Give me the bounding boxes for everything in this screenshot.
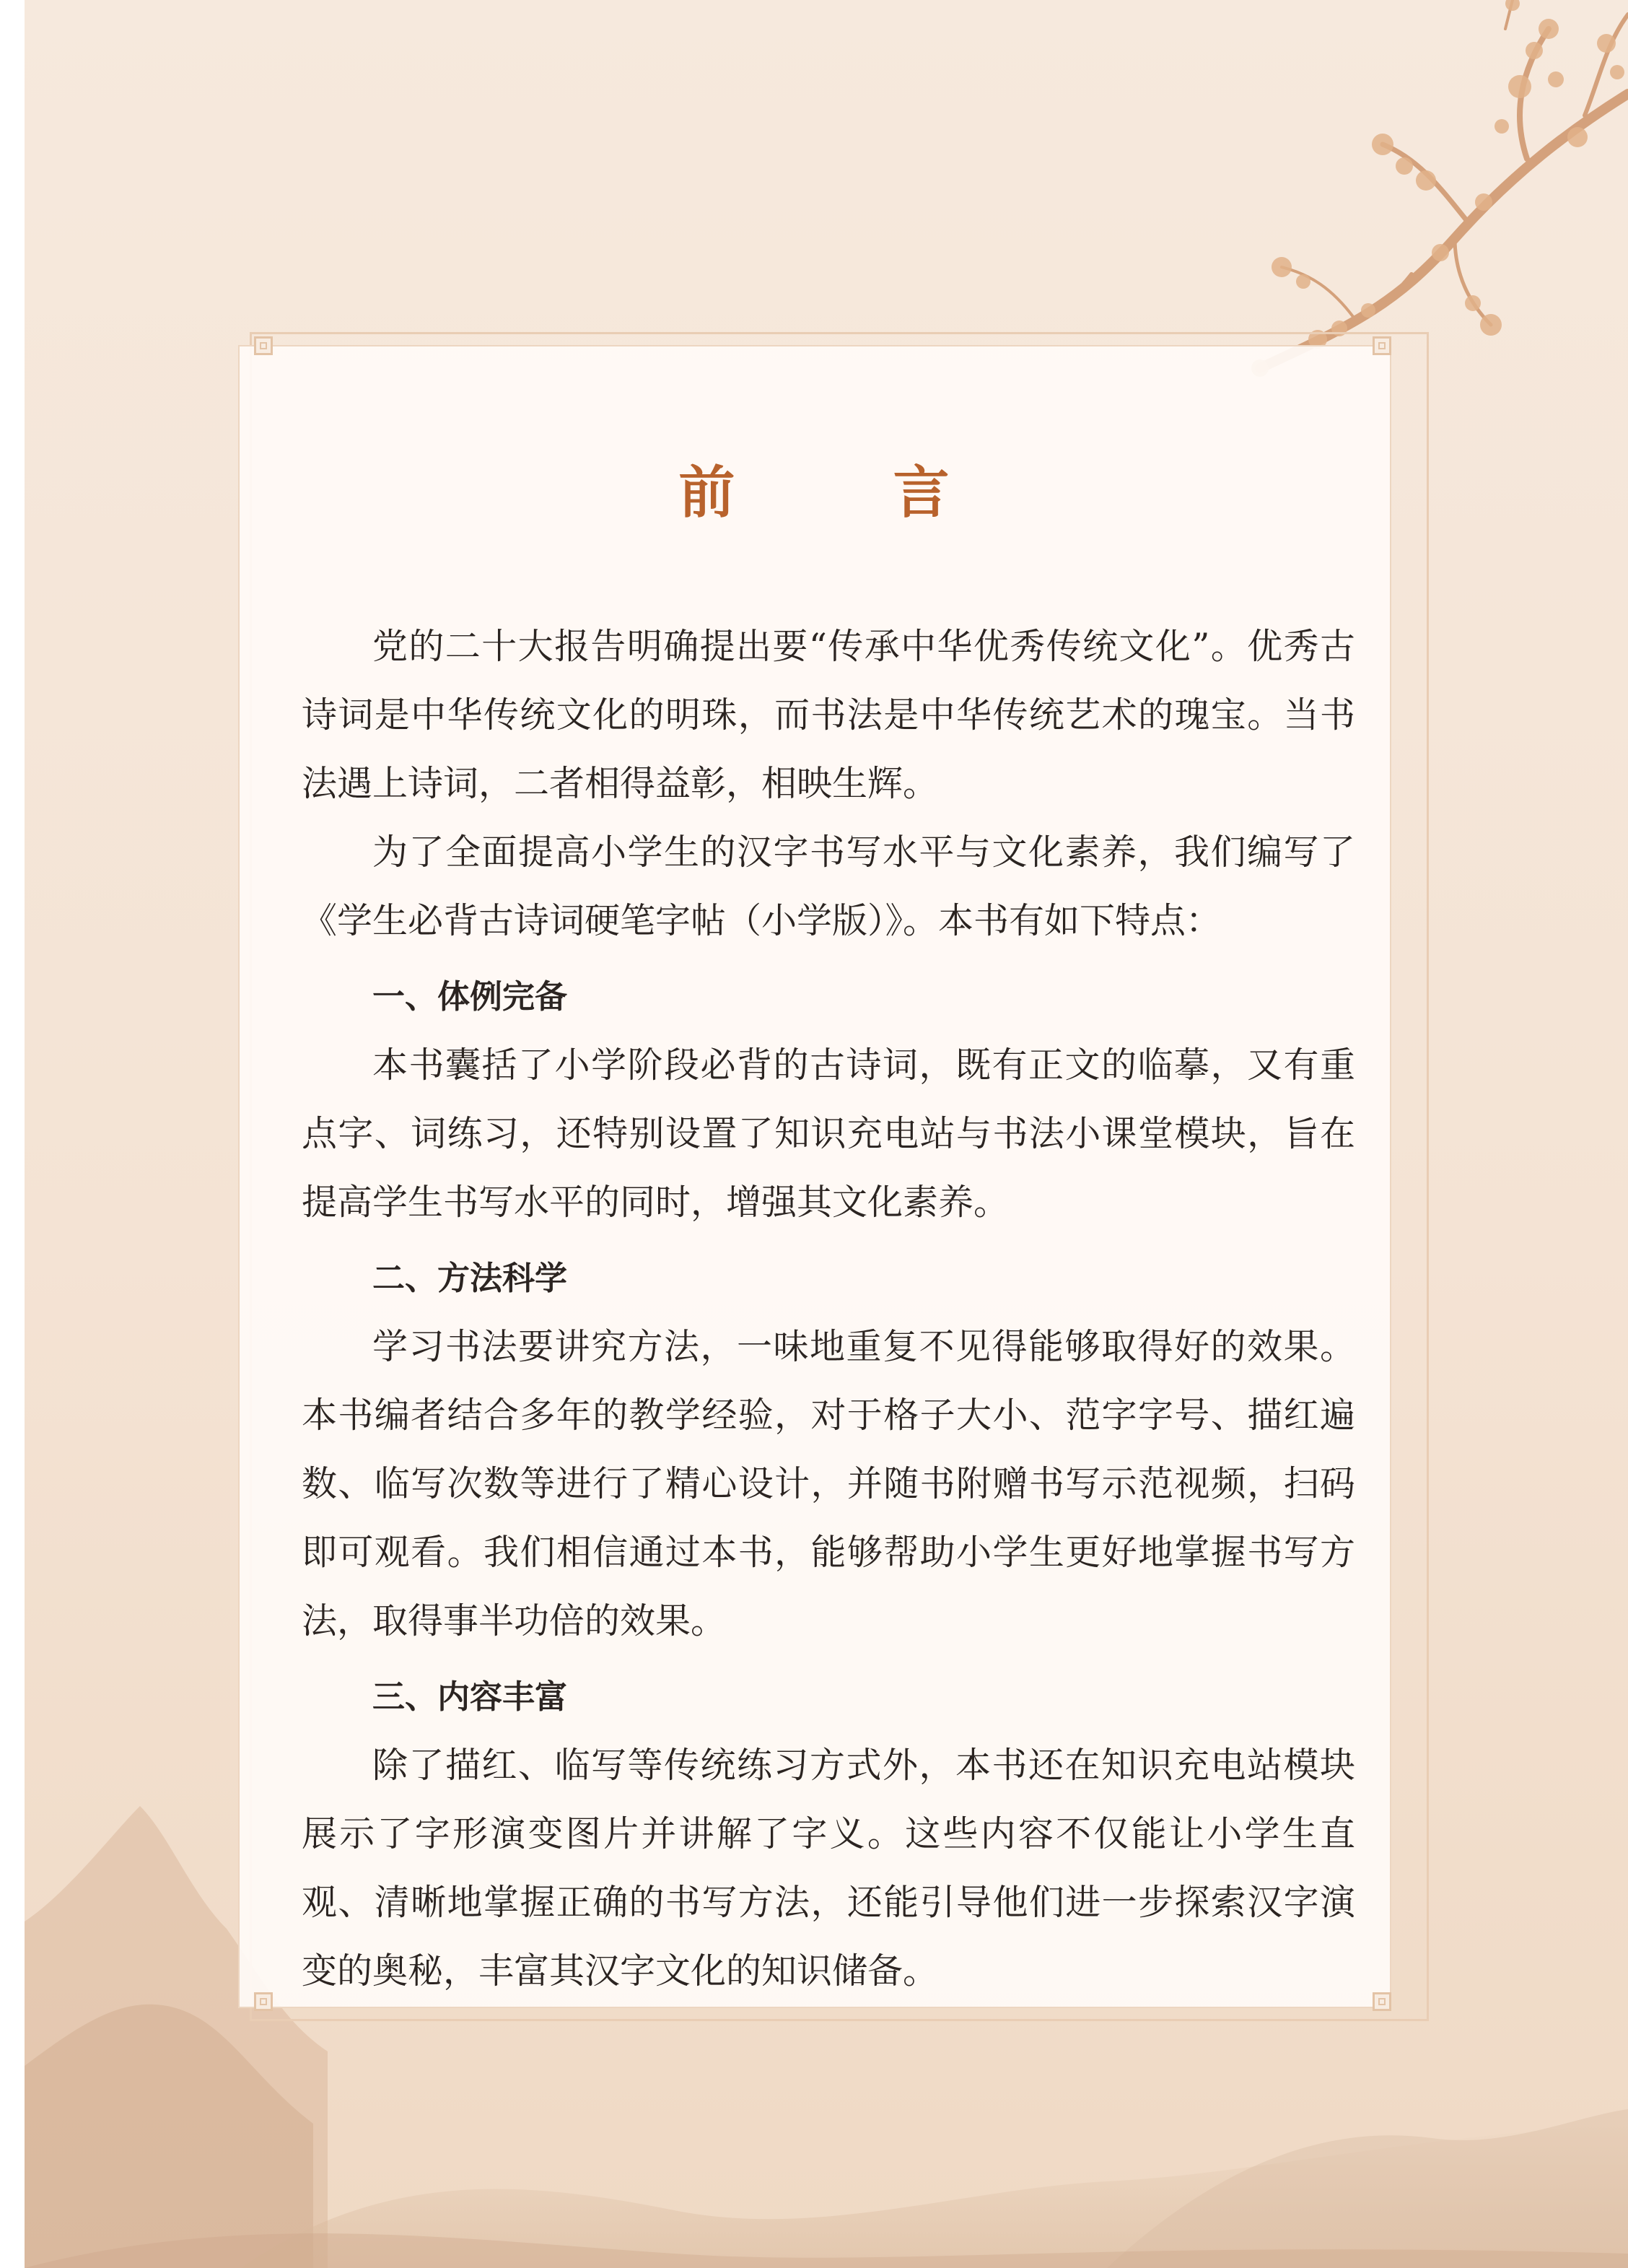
section-heading: 二、方法科学: [372, 1259, 568, 1297]
frame-corner-ornament: [254, 336, 273, 355]
intro-paragraph: 党的二十大报告明确提出要“传承中华优秀传统文化”。优秀古诗词是中华传统文化的明珠，而书法是中华传统艺术的瑰宝。当书法遇上诗词，二者相得益彰，相映生辉。: [302, 626, 1355, 804]
section-paragraph: 本书囊括了小学阶段必背的古诗词，既有正文的临摹，又有重点字、词练习，还特别设置了知识充电站与书法小课堂模块，旨在提高学生书写水平的同时，增强其文化素养。: [302, 1044, 1355, 1223]
section-paragraph: 除了描红、临写等传统练习方式外，本书还在知识充电站模块展示了字形演变图片并讲解了字义。这些内容不仅能让小学生直观、清晰地掌握正确的书写方法，还能引导他们进一步探索汉字演变的奥秘，丰富其汉字文化的知识储备。: [302, 1745, 1355, 1992]
section-heading: 一、体例完备: [372, 977, 568, 1016]
frame-corner-ornament: [254, 1992, 273, 2011]
frame-corner-ornament: [1373, 1992, 1391, 2011]
frame-corner-ornament: [1373, 336, 1391, 355]
section-paragraph: 学习书法要讲究方法，一味地重复不见得能够取得好的效果。本书编者结合多年的教学经验，对于格子大小、范字字号、描红遍数、临写次数等进行了精心设计，并随书附赠书写示范视频，扫码即可观看。我们相信通过本书，能够帮助小学生更好地掌握书写方法，取得事半功倍的效果。: [302, 1326, 1355, 1641]
page-title: 前 言: [678, 460, 1019, 525]
preface-body: [302, 612, 1355, 2005]
intro-paragraph: 为了全面提高小学生的汉字书写水平与文化素养，我们编写了《学生必背古诗词硬笔字帖（小学版）》。本书有如下特点：: [302, 832, 1355, 941]
section-heading: 三、内容丰富: [372, 1678, 568, 1716]
